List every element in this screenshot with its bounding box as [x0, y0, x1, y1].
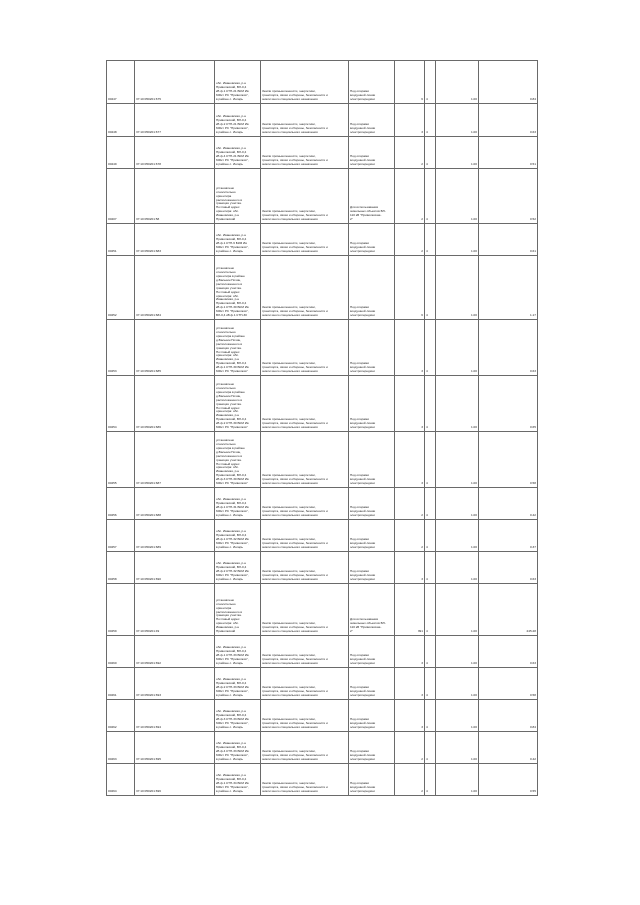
cadastral-number-cell: 37:10:050201:688: [135, 488, 215, 520]
land-category-cell: Земли промышленности, энергетики, транспорта, связи и обороны, безопасности и земли иного специального назначения: [261, 256, 349, 320]
unit-cell: 4: [425, 432, 436, 488]
rate-cell: 1.00: [436, 104, 479, 137]
unit-cell: 4: [425, 552, 436, 584]
purpose-cell: Под опорами воздушной линии электропередачи: [349, 224, 395, 256]
row-number-cell: 00261: [107, 668, 135, 700]
land-category-cell: Земли промышленности, энергетики, транспорта, связи и обороны, безопасности и земли иного специального назначения: [261, 169, 349, 224]
amount-cell: 0.52: [479, 169, 538, 224]
cadastral-number-cell: 37:10:050201:49: [135, 584, 215, 636]
address-cell: обл. Ивановская, р-н Приволжский, ВЛ-0,4 кВ ф.1 КТП-34 БКМ Ив 600кт РС "Приволжск", в районе с. Ингарь: [215, 764, 261, 796]
purpose-cell: Под опорами воздушной линии электропередачи: [349, 256, 395, 320]
area-cell: 6: [395, 256, 425, 320]
land-category-cell: Земли промышленности, энергетики, транспорта, связи и обороны, безопасности и земли иного специального назначения: [261, 520, 349, 552]
area-cell: 2: [395, 732, 425, 764]
area-cell: 3: [395, 636, 425, 668]
land-category-cell: Земли промышленности, энергетики, транспорта, связи и обороны, безопасности и земли иного специального назначения: [261, 668, 349, 700]
area-cell: 3: [395, 376, 425, 432]
cadastral-number-cell: 37:10:050201:689: [135, 520, 215, 552]
area-cell: 3: [395, 320, 425, 376]
area-cell: 391: [395, 584, 425, 636]
rate-cell: 1.00: [436, 700, 479, 732]
purpose-cell: Под опорами воздушной линии электропередачи: [349, 552, 395, 584]
amount-cell: 0.84: [479, 700, 538, 732]
purpose-cell: Под опорами воздушной линии электропередачи: [349, 700, 395, 732]
cadastral-number-cell: 37:10:050201:693: [135, 668, 215, 700]
land-category-cell: Земли промышленности, энергетики, транспорта, связи и обороны, безопасности и земли иного специального назначения: [261, 764, 349, 796]
unit-cell: 4: [425, 488, 436, 520]
amount-cell: 0.63: [479, 104, 538, 137]
row-number-cell: 00260: [107, 636, 135, 668]
purpose-cell: Под опорами воздушной линии электропередачи: [349, 104, 395, 137]
cadastral-number-cell: 37:10:050201:678: [135, 137, 215, 169]
row-number-cell: 00248: [107, 104, 135, 137]
table-row: [107, 104, 538, 137]
cadastral-number-cell: 37:10:050201:690: [135, 552, 215, 584]
row-number-cell: 00259: [107, 584, 135, 636]
table-row: [107, 520, 538, 552]
rate-cell: 1.00: [436, 520, 479, 552]
table-row: [107, 668, 538, 700]
row-number-cell: 00207: [107, 169, 135, 224]
purpose-cell: Для использования земельных объектов ВЛ- 110 кВ "Приволжская- 2": [349, 169, 395, 224]
rate-cell: 1.00: [436, 169, 479, 224]
row-number-cell: 00252: [107, 256, 135, 320]
land-category-cell: Земли промышленности, энергетики, транспорта, связи и обороны, безопасности и земли иного специального назначения: [261, 104, 349, 137]
cadastral-number-cell: 37:10:050201:686: [135, 376, 215, 432]
address-cell: обл. Ивановская, р-н Приволжский, ВЛ-0,4 кВ ф.2 КТП-32 БКМ Ив 600кт РС "Приволжск", в районе с. Ингарь: [215, 552, 261, 584]
rate-cell: 1.00: [436, 732, 479, 764]
purpose-cell: Под опорами воздушной линии электропередачи: [349, 764, 395, 796]
rate-cell: 1.00: [436, 61, 479, 104]
purpose-cell: Под опорами воздушной линии электропередачи: [349, 137, 395, 169]
rate-cell: 1.00: [436, 636, 479, 668]
area-cell: 2: [395, 520, 425, 552]
amount-cell: 0.63: [479, 320, 538, 376]
purpose-cell: Под опорами воздушной линии электропередачи: [349, 732, 395, 764]
unit-cell: 4: [425, 764, 436, 796]
address-cell: установлено относительно ориентира в районе д.Васькин Почин, расположенного в границах участка. Почтовый адрес ориентира: обл. Ивановская, р-н Приволжский, ВЛ-0,4 кВ ф.3 КТП-30 БКМ Ив 600кт РС "Приволжск": [215, 432, 261, 488]
area-cell: 3: [395, 432, 425, 488]
area-cell: 2: [395, 764, 425, 796]
land-plots-table: [106, 60, 538, 796]
cadastral-number-cell: 37:10:050201:683: [135, 224, 215, 256]
purpose-cell: Под опорами воздушной линии электропередачи: [349, 320, 395, 376]
area-cell: 2: [395, 169, 425, 224]
land-category-cell: Земли промышленности, энергетики, транспорта, связи и обороны, безопасности и земли иного специального назначения: [261, 488, 349, 520]
area-cell: 2: [395, 137, 425, 169]
cadastral-number-cell: 37:10:050201:58: [135, 169, 215, 224]
table-row: [107, 61, 538, 104]
address-cell: установлено относительно ориентира в районе д.Васькин Почин, расположенного в границах участка. Почтовый адрес ориентира: обл. Ивановская, р-н Приволжский, ВЛ-0,4 кВ ф.1 КТП-30 БКМ Ив 600кт РС "Приволжск", ВЛ-0,4 кВ ф.1 КТП-30: [215, 256, 261, 320]
row-number-cell: 00253: [107, 320, 135, 376]
amount-cell: 0.63: [479, 552, 538, 584]
table-row: [107, 488, 538, 520]
rate-cell: 1.00: [436, 256, 479, 320]
row-number-cell: 00247: [107, 61, 135, 104]
row-number-cell: 00254: [107, 376, 135, 432]
unit-cell: 4: [425, 732, 436, 764]
unit-cell: 4: [425, 320, 436, 376]
land-category-cell: Земли промышленности, энергетики, транспорта, связи и обороны, безопасности и земли иного специального назначения: [261, 700, 349, 732]
unit-cell: 4: [425, 256, 436, 320]
cadastral-number-cell: 37:10:050201:695: [135, 732, 215, 764]
rate-cell: 1.00: [436, 584, 479, 636]
unit-cell: 4: [425, 520, 436, 552]
land-category-cell: Земли промышленности, энергетики, транспорта, связи и обороны, безопасности и земли иного специального назначения: [261, 61, 349, 104]
area-cell: 2: [395, 488, 425, 520]
land-category-cell: Земли промышленности, энергетики, транспорта, связи и обороны, безопасности и земли иного специального назначения: [261, 584, 349, 636]
land-category-cell: Земли промышленности, энергетики, транспорта, связи и обороны, безопасности и земли иного специального назначения: [261, 552, 349, 584]
purpose-cell: Под опорами воздушной линии электропередачи: [349, 376, 395, 432]
amount-cell: 0.63: [479, 636, 538, 668]
cadastral-number-cell: 37:10:050201:677: [135, 104, 215, 137]
address-cell: обл. Ивановская, р-н Приволжский, ВЛ-0,4 кВ ф.2 КТП-21 БКМ Ив 600кт РС "Приволжск", в районе с. Ингарь: [215, 104, 261, 137]
land-category-cell: Земли промышленности, энергетики, транспорта, связи и обороны, безопасности и земли иного специального назначения: [261, 376, 349, 432]
table-row: [107, 137, 538, 169]
area-cell: 3: [395, 104, 425, 137]
amount-cell: 0.42: [479, 488, 538, 520]
unit-cell: 4: [425, 61, 436, 104]
row-number-cell: 00255: [107, 432, 135, 488]
address-cell: установлено относительно ориентира расположенного в границах участка. Почтовый адрес ориентира: обл. Ивановская, р-н Приволжский: [215, 169, 261, 224]
unit-cell: 4: [425, 169, 436, 224]
land-category-cell: Земли промышленности, энергетики, транспорта, связи и обороны, безопасности и земли иного специального назначения: [261, 320, 349, 376]
land-category-cell: Земли промышленности, энергетики, транспорта, связи и обороны, безопасности и земли иного специального назначения: [261, 732, 349, 764]
unit-cell: 4: [425, 104, 436, 137]
address-cell: обл. Ивановская, р-н Приволжский, ВЛ-0,4 кВ ф.1 КТП-32 БКМ Ив 600кт РС "Приволжск", в районе с. Ингарь: [215, 520, 261, 552]
amount-cell: 0.51: [479, 137, 538, 169]
address-cell: установлено относительно ориентира в районе д.Васькин Почин, расположенного в границах участка. Почтовый адрес ориентира: обл. Ивановская, р-н Приволжский, ВЛ-0,4 кВ ф.1 КТП-30 БКМ Ив 600кт РС "Приволжск": [215, 320, 261, 376]
land-category-cell: Земли промышленности, энергетики, транспорта, связи и обороны, безопасности и земли иного специального назначения: [261, 224, 349, 256]
rate-cell: 1.00: [436, 137, 479, 169]
address-cell: обл. Ивановская, р-н Приволжский, ВЛ-0,4 кВ ф.4 КТП-21 БКМ Ив 600кт РС "Приволжск", в районе с. Ингарь: [215, 137, 261, 169]
purpose-cell: Под опорами воздушной линии электропередачи: [349, 61, 395, 104]
address-cell: обл. Ивановская, р-н Приволжский, ВЛ-0,4 кВ ф.2 КТП-33 БКМ Ив 600кт РС "Приволжск", в районе с. Ингарь: [215, 668, 261, 700]
rate-cell: 1.00: [436, 764, 479, 796]
area-cell: 3: [395, 700, 425, 732]
rate-cell: 1.00: [436, 432, 479, 488]
unit-cell: 4: [425, 376, 436, 432]
row-number-cell: 00264: [107, 764, 135, 796]
row-number-cell: 00257: [107, 520, 135, 552]
table-row: [107, 320, 538, 376]
amount-cell: 0.58: [479, 432, 538, 488]
amount-cell: 0.58: [479, 668, 538, 700]
table-row: [107, 732, 538, 764]
table-body: [107, 61, 538, 796]
purpose-cell: Под опорами воздушной линии электропередачи: [349, 636, 395, 668]
row-number-cell: 00263: [107, 732, 135, 764]
address-cell: обл. Ивановская, р-н Приволжский, ВЛ-0,4 кВ ф.3 КТП-33 БКМ Ив 600кт РС "Приволжск", в районе с. Ингарь: [215, 700, 261, 732]
unit-cell: 4: [425, 584, 436, 636]
table-row: [107, 764, 538, 796]
area-cell: 3: [395, 668, 425, 700]
row-number-cell: 00262: [107, 700, 135, 732]
row-number-cell: 00258: [107, 552, 135, 584]
amount-cell: 0.84: [479, 61, 538, 104]
cadastral-number-cell: 37:10:050201:675: [135, 61, 215, 104]
rate-cell: 1.00: [436, 224, 479, 256]
purpose-cell: Под опорами воздушной линии электропередачи: [349, 520, 395, 552]
purpose-cell: Под опорами воздушной линии электропередачи: [349, 488, 395, 520]
cadastral-number-cell: 37:10:050201:687: [135, 432, 215, 488]
table-row: [107, 552, 538, 584]
table-row: [107, 584, 538, 636]
table-row: [107, 256, 538, 320]
unit-cell: 4: [425, 137, 436, 169]
table-row: [107, 169, 538, 224]
address-cell: обл. Ивановская, р-н Приволжский, ВЛ-0,4 кВ ф.1 КТП-6 БКМ Ив 600кт РС "Приволжск", в районе с. Ингарь: [215, 224, 261, 256]
land-category-cell: Земли промышленности, энергетики, транспорта, связи и обороны, безопасности и земли иного специального назначения: [261, 636, 349, 668]
amount-cell: 0.42: [479, 732, 538, 764]
land-category-cell: Земли промышленности, энергетики, транспорта, связи и обороны, безопасности и земли иного специального назначения: [261, 137, 349, 169]
unit-cell: 4: [425, 224, 436, 256]
cadastral-number-cell: 37:10:050201:685: [135, 320, 215, 376]
address-cell: установлено относительно ориентира расположенного в границах участка. Почтовый адрес ориентира: обл. Ивановская, р-н Приволжский: [215, 584, 261, 636]
amount-cell: 0.55: [479, 764, 538, 796]
area-cell: 3: [395, 552, 425, 584]
rate-cell: 1.00: [436, 488, 479, 520]
land-category-cell: Земли промышленности, энергетики, транспорта, связи и обороны, безопасности и земли иного специального назначения: [261, 432, 349, 488]
cadastral-number-cell: 37:10:050201:692: [135, 636, 215, 668]
address-cell: обл. Ивановская, р-н Приволжский, ВЛ-0,4 кВ ф.4 КТП-33 БКМ Ив 600кт РС "Приволжск", в районе с. Ингарь: [215, 732, 261, 764]
purpose-cell: Под опорами воздушной линии электропередачи: [349, 668, 395, 700]
amount-cell: 245.28: [479, 584, 538, 636]
cadastral-number-cell: 37:10:050201:694: [135, 700, 215, 732]
row-number-cell: 00256: [107, 488, 135, 520]
amount-cell: 1.17: [479, 256, 538, 320]
cadastral-number-cell: 37:10:050201:684: [135, 256, 215, 320]
amount-cell: 0.65: [479, 376, 538, 432]
table-row: [107, 636, 538, 668]
row-number-cell: 00249: [107, 137, 135, 169]
address-cell: обл. Ивановская, р-н Приволжский, ВЛ-0,4 кВ ф.1 КТП-33 БКМ Ив 600кт РС "Приволжск", в районе с. Ингарь: [215, 636, 261, 668]
area-cell: 2: [395, 224, 425, 256]
purpose-cell: Под опорами воздушной линии электропередачи: [349, 432, 395, 488]
unit-cell: 4: [425, 668, 436, 700]
address-cell: установлено относительно ориентира в районе д.Васькин Почин, расположенного в границах участка. Почтовый адрес ориентира: обл. Ивановская, р-н Приволжский, ВЛ-0,4 кВ ф.2 КТП-30 БКМ Ив 600кт РС "Приволжск": [215, 376, 261, 432]
amount-cell: 0.37: [479, 520, 538, 552]
unit-cell: 4: [425, 700, 436, 732]
purpose-cell: Для использования земельных объектов ВЛ- 110 кВ "Приволжская- 2": [349, 584, 395, 636]
row-number-cell: 00251: [107, 224, 135, 256]
rate-cell: 1.00: [436, 552, 479, 584]
table-row: [107, 700, 538, 732]
table-row: [107, 376, 538, 432]
rate-cell: 1.00: [436, 320, 479, 376]
table-row: [107, 224, 538, 256]
area-cell: 6: [395, 61, 425, 104]
address-cell: обл. Ивановская, р-н Приволжский, ВЛ-0,4 кВ ф.1 КТП-21 БКМ Ив 600кт РС "Приволжск", в районе с. Ингарь: [215, 61, 261, 104]
table-row: [107, 432, 538, 488]
address-cell: обл. Ивановская, р-н Приволжский, ВЛ-0,4 кВ ф.1 КТП-31 БКМ Ив 600кт РС "Приволжск", в районе с. Ингарь: [215, 488, 261, 520]
rate-cell: 1.00: [436, 376, 479, 432]
rate-cell: 1.00: [436, 668, 479, 700]
unit-cell: 4: [425, 636, 436, 668]
amount-cell: 0.61: [479, 224, 538, 256]
cadastral-number-cell: 37:10:050201:696: [135, 764, 215, 796]
